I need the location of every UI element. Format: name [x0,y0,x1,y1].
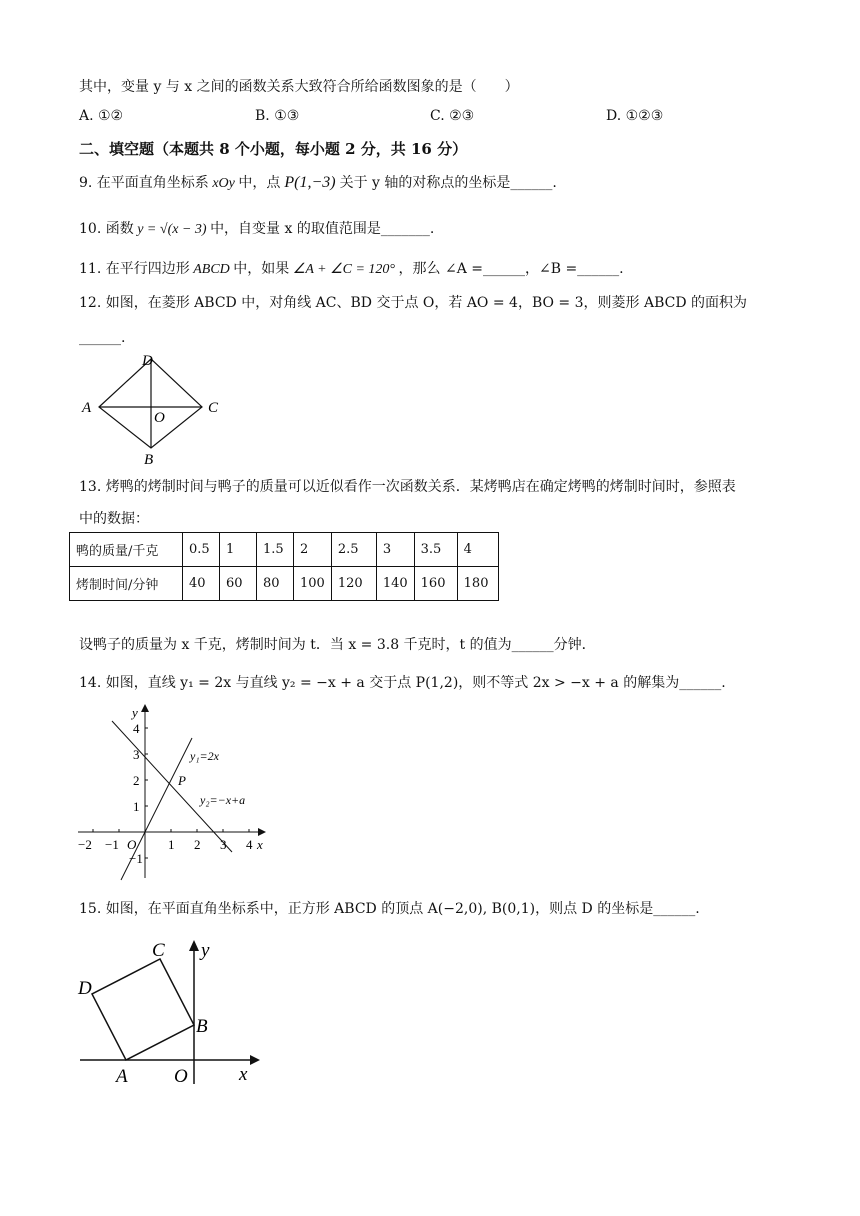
q10-formula: y = √(x − 3) [133,222,211,237]
table-cell: 2 [294,533,332,567]
table-row [70,533,499,567]
x-tick-label: 4 [246,837,253,852]
q8-option-b: B. ①③ [255,108,300,124]
y-tick-label: 2 [133,773,140,788]
q11-name: ABCD [189,262,234,277]
q12-line2: ______. [79,330,126,346]
y-tick-label: −1 [129,851,143,866]
x-tick-label: 1 [168,837,175,852]
table-header-time: 烤制时间/分钟 [70,567,183,601]
q10-pre: 10. 函数 [79,221,134,237]
table-cell: 100 [294,567,332,601]
table-cell: 60 [220,567,257,601]
q9-coord-system: xOy [208,176,239,191]
q13-line1: 13. 烤鸭的烤制时间与鸭子的质量可以近似看作一次函数关系．某烤鸭店在确定烤鸭的烤制时间时，参照表 [79,479,736,495]
table-cell: 3.5 [414,533,457,567]
x-axis-label: x [257,837,263,852]
table-cell: 4 [457,533,498,567]
table-cell: 1 [220,533,257,567]
x-tick-label: 3 [220,837,227,852]
table-cell: 3 [376,533,414,567]
table-cell: 160 [414,567,457,601]
table-cell: 180 [457,567,498,601]
q14-graph [72,700,272,882]
q10-post: 中，自变量 x 的取值范围是_______. [210,221,435,237]
q11-mid: 中，如果 [233,261,290,277]
question-10 [79,218,434,238]
point-p-label: P [178,773,186,788]
origin-label: O [127,837,137,852]
rhombus-label-o: O [154,410,165,426]
square-figure [74,934,264,1090]
q13-after-text: 设鸭子的质量为 x 千克，烤制时间为 t．当 x = 3.8 千克时，t 的值为______分钟． [79,637,596,653]
q8-option-c: C. ②③ [430,108,475,124]
rhombus-label-d: D [142,353,153,369]
table-cell: 140 [376,567,414,601]
y-tick-label: 3 [133,747,140,762]
q12-line1: 12. 如图，在菱形 ABCD 中，对角线 AC、BD 交于点 O，若 AO = 4，BO = 3，则菱形 ABCD 的面积为 [79,295,748,311]
table-row [70,567,499,601]
y-axis-label: y [132,705,138,720]
table-header-mass: 鸭的质量/千克 [70,533,183,567]
line2-label: y₂=−x+a [200,793,246,807]
square-x-label: x [239,1064,248,1085]
square-y-label: y [201,940,210,961]
table-cell: 40 [183,567,220,601]
square-label-a: A [116,1066,128,1087]
q9-mid: 中，点 [238,175,281,191]
q8-tail-text: 其中，变量 y 与 x 之间的函数关系大致符合所给函数图象的是（ ） [79,79,519,95]
x-tick-label: 2 [194,837,201,852]
square-label-b: B [196,1016,208,1037]
q11-formula: ∠A + ∠C = 120° [289,262,399,277]
table-cell: 2.5 [331,533,376,567]
rhombus-label-b: B [144,452,154,468]
q15-text: 15. 如图，在平面直角坐标系中，正方形 ABCD 的顶点 A(−2,0), B(0,1)，则点 D 的坐标是______. [79,901,700,917]
rhombus-figure [76,348,226,468]
q11-pre: 11. 在平行四边形 [79,261,190,277]
square-origin-label: O [174,1066,188,1087]
y-tick-label: 1 [133,799,140,814]
y-tick-label: 4 [133,721,140,736]
question-11 [79,258,624,278]
q9-point: P(1,−3) [280,174,340,191]
line1-label: y₁=2x [190,749,219,763]
x-tick-label: −1 [105,837,119,852]
q14-text: 14. 如图，直线 y₁ = 2x 与直线 y₂ = −x + a 交于点 P(1,2)，则不等式 2x > −x + a 的解集为______. [79,675,726,691]
x-tick-label: −2 [78,837,92,852]
table-cell: 120 [331,567,376,601]
q13-data-table [69,532,499,601]
square-label-c: C [152,940,165,961]
q13-line2: 中的数据： [79,511,149,527]
q8-option-a: A. ①② [79,108,124,124]
q11-post: ，那么 ∠A =______，∠B =______. [398,261,624,277]
rhombus-label-c: C [208,400,219,416]
square-label-d: D [78,978,92,999]
table-cell: 1.5 [257,533,294,567]
table-cell: 0.5 [183,533,220,567]
q9-pre: 9. 在平面直角坐标系 [79,175,209,191]
question-9 [79,172,557,192]
rhombus-label-a: A [82,400,92,416]
q8-option-d: D. ①②③ [606,108,664,124]
section-title: 二、填空题（本题共 8 个小题，每小题 2 分，共 16 分） [79,140,468,158]
table-cell: 80 [257,567,294,601]
q9-post: 关于 y 轴的对称点的坐标是______. [339,175,557,191]
